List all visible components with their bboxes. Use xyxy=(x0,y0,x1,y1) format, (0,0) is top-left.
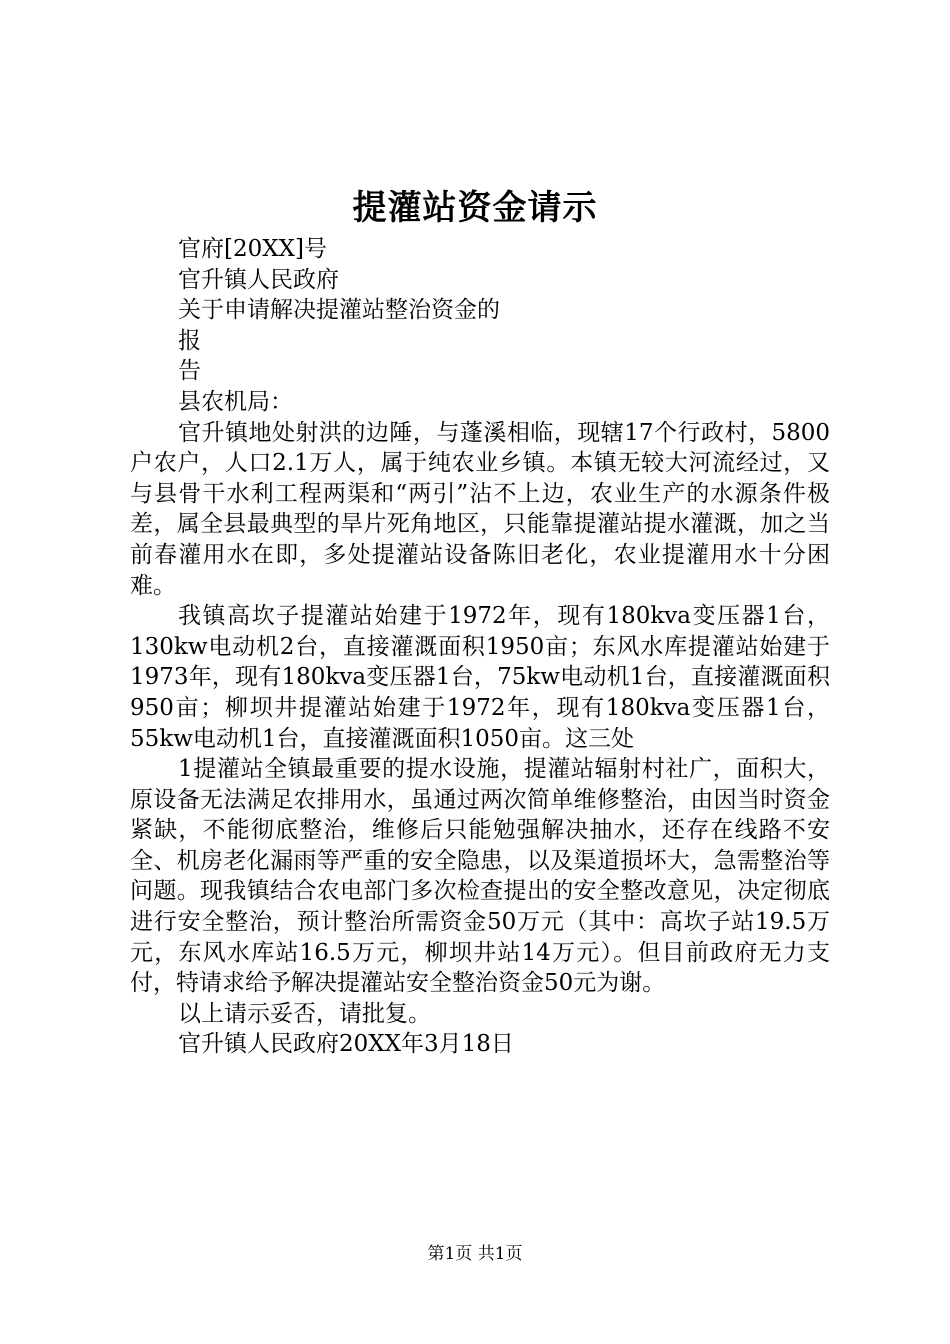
document-body xyxy=(130,234,830,1060)
issuing-authority: 官升镇人民政府 xyxy=(178,266,339,293)
closing-line: 以上请示妥否，请批复。 xyxy=(178,1000,431,1027)
recipient: 县农机局： xyxy=(178,388,293,415)
paragraph-request: 1提灌站全镇最重要的提水设施，提灌站辐射村社广，面积大，原设备无法满足农排用水，虽通过两次简单维修整治，由因当时资金紧缺，不能彻底整治，维修后只能勉强解决抽水，还存在线路不安全、机房老化漏雨等严重的安全隐患，以及渠道损坏大，急需整治等问题。现我镇结合农电部门多次检查提出的安全整改意见，决定彻底进行安全整治，预计整治所需资金50万元（其中：高坎子站19.5万元，东风水库站16.5万元，柳坝井站14万元）。但目前政府无力支付，特请求给予解决提灌站安全整治资金50元为谢。 xyxy=(130,756,830,997)
document-title: 提灌站资金请示 xyxy=(352,188,598,228)
subject-line-continued-2: 告 xyxy=(178,358,201,385)
document-number: 官府[20XX]号 xyxy=(178,236,327,262)
signature-line: 官升镇人民政府20XX年3月18日 xyxy=(178,1031,514,1058)
paragraph-stations: 我镇高坎子提灌站始建于1972年，现有180kva变压器1台，130kw电动机2台，直接灌溉面积1950亩；东风水库提灌站始建于1973年，现有180kva变压器1台，75kw电动机1台，直接灌溉面积950亩；柳坝井提灌站始建于1972年，现有180kva变压器1台，55kw电动机1台，直接灌溉面积1050亩。这三处 xyxy=(130,603,830,752)
subject-line-continued-1: 报 xyxy=(178,327,201,354)
paragraph-background: 官升镇地处射洪的边陲，与蓬溪相临，现辖17个行政村，5800户农户，人口2.1万人，属于纯农业乡镇。本镇无较大河流经过，又与县骨干水利工程两渠和“两引”沾不上边，农业生产的水源条件极差，属全县最典型的旱片死角地区，只能靠提灌站提水灌溉，加之当前春灌用水在即，多处提灌站设备陈旧老化，农业提灌用水十分困难。 xyxy=(130,419,830,599)
page-footer: 第1页 共1页 xyxy=(427,1244,523,1264)
subject-line: 关于申请解决提灌站整治资金的 xyxy=(178,297,500,324)
